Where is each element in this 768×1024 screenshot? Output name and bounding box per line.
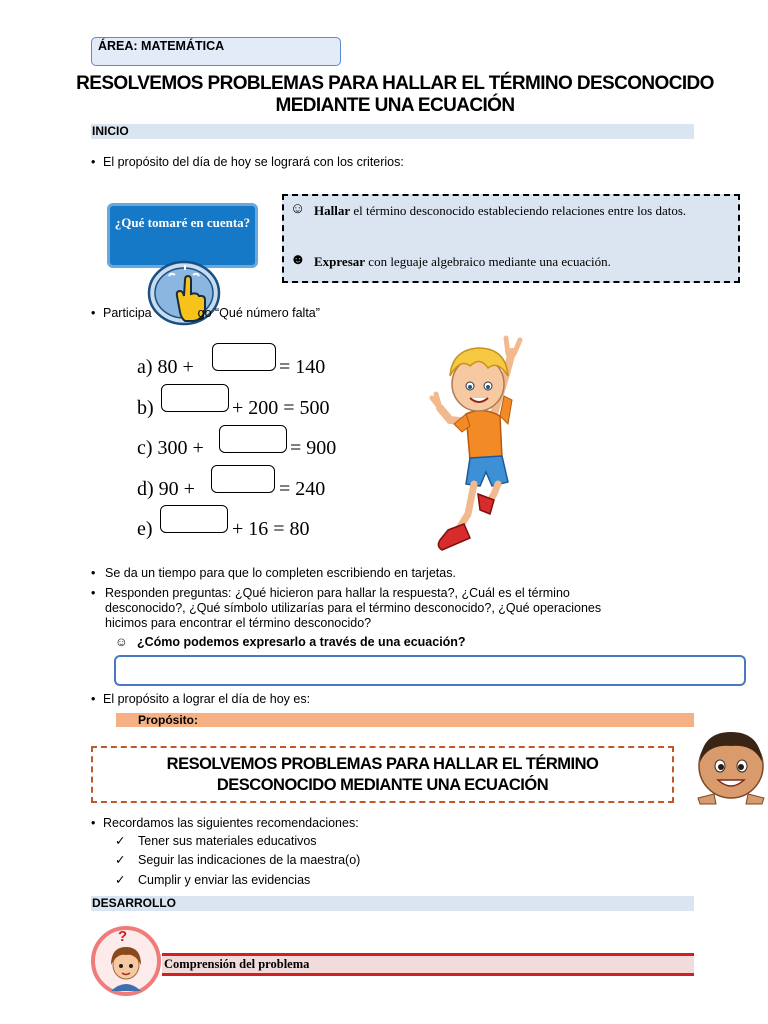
proposito-label-bar: Propósito: <box>116 713 694 727</box>
bullet-recomendaciones: • Recordamos las siguientes recomendaciones: <box>91 816 359 830</box>
pregunta-ecuacion: ☺ ¿Cómo podemos expresarlo a través de una ecuación? <box>115 635 466 649</box>
bullet-proposito: • El propósito a lograr el día de hoy es: <box>91 692 311 706</box>
check-item: ✓ Seguir las indicaciones de la maestra(o) <box>115 853 361 867</box>
section-desarrollo: DESARROLLO <box>91 896 694 911</box>
proposito-box: RESOLVEMOS PROBLEMAS PARA HALLAR EL TÉRMINO DESCONOCIDO MEDIANTE UNA ECUACIÓN <box>91 746 674 803</box>
bullet-dot: • <box>91 306 96 320</box>
bullet-juego: • Participa go “Qué número falta” <box>91 306 320 320</box>
bullet-criterios: • El propósito del día de hoy se logrará con los criterios: <box>91 155 404 169</box>
equation-b: b) + 200 = 500 <box>137 393 154 423</box>
bullet-tiempo: • Se da un tiempo para que lo completen escribiendo en tarjetas. <box>91 566 456 580</box>
answer-blank-a[interactable] <box>212 343 276 371</box>
comprension-bar: Comprensión del problema <box>162 953 694 976</box>
checkmark-icon: ✓ <box>115 853 126 867</box>
title-line-2: MEDIANTE UNA ECUACIÓN <box>275 95 515 116</box>
bullet-dot: • <box>91 816 96 830</box>
criteria-box <box>282 194 740 283</box>
bullet-preguntas: • Responden preguntas: ¿Qué hicieron para hallar la respuesta?, ¿Cuál es el término desconocido?, ¿Qué símbolo utilizarías para el término desconocido?, ¿Qué operaciones hicimos para encontrar el término desconocido? <box>91 586 602 630</box>
smiley-icon: ☺ <box>115 635 128 649</box>
bullet-dot: • <box>91 155 96 169</box>
checkmark-icon: ✓ <box>115 873 126 887</box>
equation-c: c) 300 + = 900 <box>137 433 204 463</box>
check-item: ✓ Tener sus materiales educativos <box>115 834 317 848</box>
equation-a: a) 80 + = 140 <box>137 352 194 382</box>
girl-question-illustration <box>91 921 161 999</box>
page-title <box>60 73 730 117</box>
que-tomare-button[interactable]: ¿Qué tomaré en cuenta? <box>107 203 258 268</box>
check-item: ✓ Cumplir y enviar las evidencias <box>115 873 311 887</box>
equation-d: d) 90 + = 240 <box>137 474 195 504</box>
title-line-1: RESOLVEMOS PROBLEMAS PARA HALLAR EL TÉRMINO DESCONOCIDO <box>76 73 714 94</box>
area-label: ÁREA: MATEMÁTICA <box>91 37 341 66</box>
answer-blank-b[interactable] <box>161 384 229 412</box>
answer-blank-d[interactable] <box>211 465 275 493</box>
bullet-dot: • <box>91 692 96 706</box>
section-inicio: INICIO <box>91 124 694 139</box>
answer-input-box[interactable] <box>114 655 746 686</box>
boy-illustration <box>428 334 528 556</box>
smiley-icon: ☻ <box>290 252 306 268</box>
smiley-icon: ☺ <box>290 201 306 217</box>
answer-blank-c[interactable] <box>219 425 287 453</box>
equation-e: e) + 16 = 80 <box>137 514 153 544</box>
bullet-dot: • <box>91 586 96 600</box>
checkmark-icon: ✓ <box>115 834 126 848</box>
answer-blank-e[interactable] <box>160 505 228 533</box>
bullet-dot: • <box>91 566 96 580</box>
criterion-hallar: ☺ Hallar el término desconocido estableciendo relaciones entre los datos. <box>314 199 730 223</box>
question-mark-icon: ? <box>118 928 128 945</box>
criterion-expresar: ☻ Expresar con leguaje algebraico mediante una ecuación. <box>290 252 611 269</box>
kid-face-illustration <box>694 728 768 806</box>
